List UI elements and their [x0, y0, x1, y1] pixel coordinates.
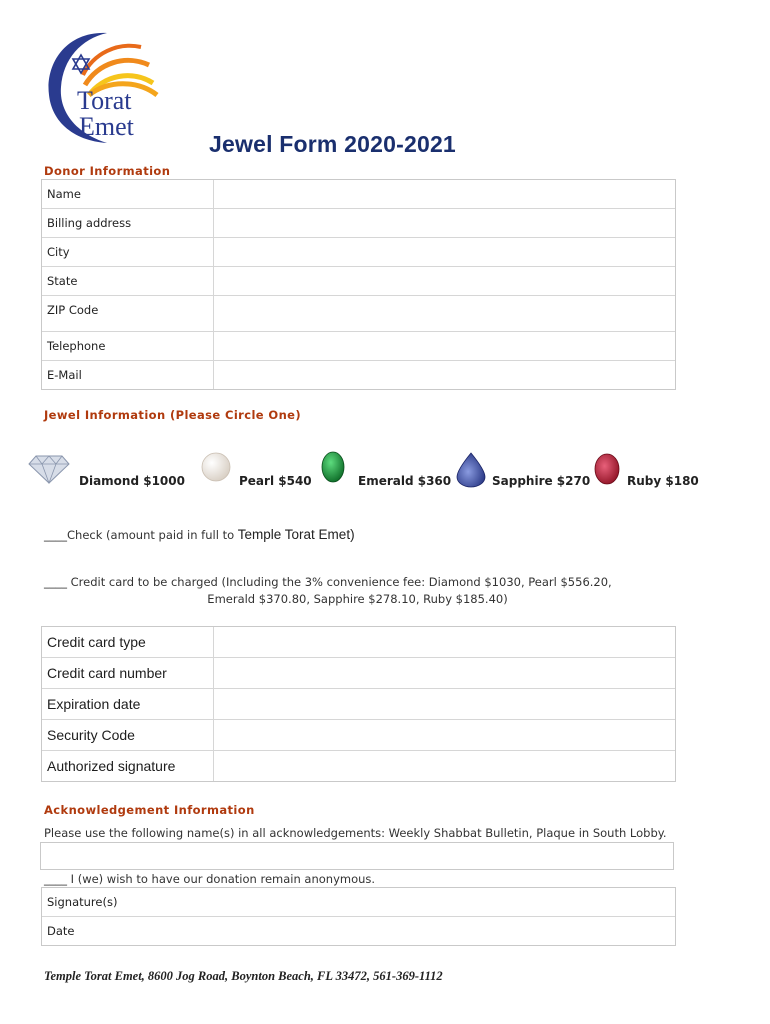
- security-code-field[interactable]: [214, 720, 675, 750]
- city-label: City: [42, 238, 214, 266]
- acknowledgement-name-field[interactable]: [40, 842, 674, 870]
- authorized-signature-field[interactable]: [214, 751, 675, 781]
- sapphire-option[interactable]: Sapphire $270: [492, 474, 591, 488]
- telephone-label: Telephone: [42, 332, 214, 360]
- city-field[interactable]: [214, 238, 675, 266]
- credit-card-table: [41, 626, 676, 782]
- zip-code-label: ZIP Code: [42, 296, 214, 331]
- diamond-icon: [28, 454, 70, 488]
- name-label: Name: [42, 180, 214, 208]
- check-prefix: ____Check (amount paid in full to: [44, 528, 238, 542]
- credit-card-line-1[interactable]: ____ Credit card to be charged (Including the 3% convenience fee: Diamond $1030, Pearl $556.20,: [44, 575, 612, 589]
- pearl-option[interactable]: Pearl $540: [239, 474, 312, 488]
- credit-card-number-field[interactable]: [214, 658, 675, 688]
- state-label: State: [42, 267, 214, 295]
- signature-label: Signature(s): [47, 895, 118, 909]
- billing-address-field[interactable]: [214, 209, 675, 237]
- name-field[interactable]: [214, 180, 675, 208]
- signature-row[interactable]: [42, 888, 675, 916]
- date-row[interactable]: [42, 916, 675, 945]
- sapphire-icon: [456, 452, 486, 492]
- donor-section-heading: Donor Information: [44, 164, 171, 178]
- email-field[interactable]: [214, 361, 675, 389]
- logo-word-2: Emet: [79, 112, 134, 141]
- emerald-option[interactable]: Emerald $360: [358, 474, 452, 488]
- logo-word-1: Torat: [77, 86, 132, 115]
- donor-row-name: [42, 180, 675, 208]
- acknowledgement-section-heading: Acknowledgement Information: [44, 803, 255, 817]
- cc-row-number: [42, 657, 675, 688]
- emerald-icon: [320, 450, 346, 488]
- cc-row-security: [42, 719, 675, 750]
- expiration-date-label: Expiration date: [42, 689, 214, 719]
- donor-row-zip: [42, 295, 675, 331]
- telephone-field[interactable]: [214, 332, 675, 360]
- donor-information-table: [41, 179, 676, 390]
- donor-row-billing-address: [42, 208, 675, 237]
- date-label: Date: [47, 924, 75, 938]
- ruby-icon: [593, 452, 621, 490]
- billing-address-label: Billing address: [42, 209, 214, 237]
- footer-address: Temple Torat Emet, 8600 Jog Road, Boynton Beach, FL 33472, 561-369-1112: [44, 969, 443, 983]
- credit-card-number-label: Credit card number: [42, 658, 214, 688]
- diamond-option[interactable]: Diamond $1000: [79, 474, 185, 488]
- page-title: Jewel Form 2020-2021: [209, 131, 456, 157]
- ruby-option[interactable]: Ruby $180: [627, 474, 699, 488]
- zip-code-field[interactable]: [214, 296, 675, 331]
- security-code-label: Security Code: [42, 720, 214, 750]
- expiration-date-field[interactable]: [214, 689, 675, 719]
- cc-row-expiration: [42, 688, 675, 719]
- donor-row-city: [42, 237, 675, 266]
- acknowledgement-instruction: Please use the following name(s) in all acknowledgements: Weekly Shabbat Bulletin, Plaque in South Lobby.: [44, 826, 667, 840]
- check-payee: Temple Torat Emet): [237, 527, 355, 542]
- check-payment-line[interactable]: [44, 527, 355, 542]
- cc-row-signature: [42, 750, 675, 781]
- cc-row-type: [42, 627, 675, 657]
- anonymous-option[interactable]: ____ I (we) wish to have our donation remain anonymous.: [44, 872, 376, 886]
- signature-table: [41, 887, 676, 946]
- authorized-signature-label: Authorized signature: [42, 751, 214, 781]
- torat-emet-logo: [45, 25, 163, 147]
- credit-card-line-2: Emerald $370.80, Sapphire $278.10, Ruby $185.40): [207, 592, 508, 606]
- credit-card-type-field[interactable]: [214, 627, 675, 657]
- jewel-section-heading: Jewel Information (Please Circle One): [44, 408, 302, 422]
- pearl-icon: [200, 451, 232, 487]
- donor-row-email: [42, 360, 675, 389]
- donor-row-telephone: [42, 331, 675, 360]
- state-field[interactable]: [214, 267, 675, 295]
- email-label: E-Mail: [42, 361, 214, 389]
- credit-card-type-label: Credit card type: [42, 627, 214, 657]
- donor-row-state: [42, 266, 675, 295]
